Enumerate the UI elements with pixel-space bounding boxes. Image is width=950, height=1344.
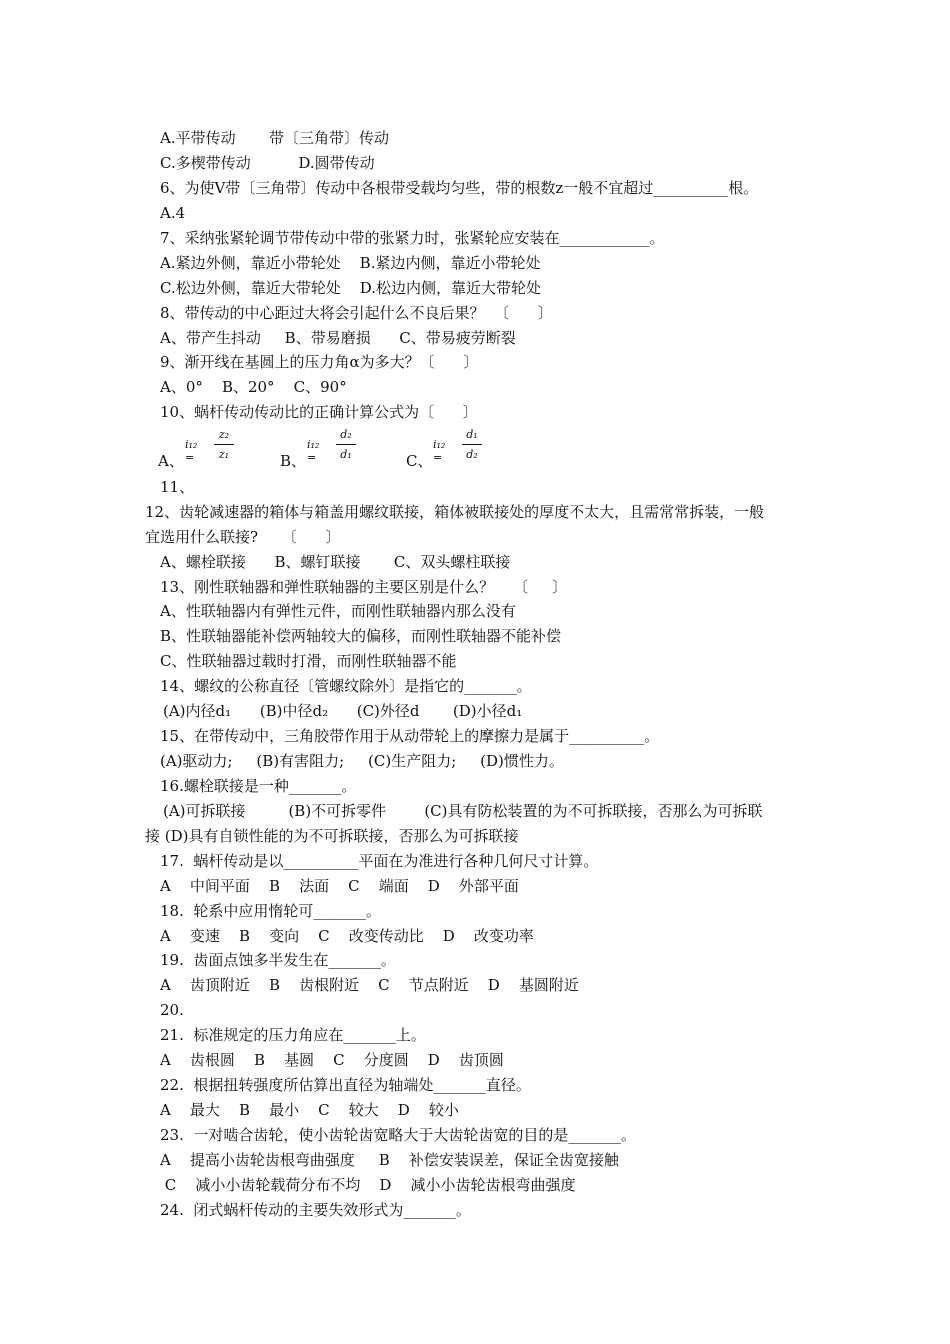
formula-denominator: d₁ xyxy=(340,448,352,461)
option-line: (A)驱动力; (B)有害阻力; (C)生产阻力; (D)惯性力。 xyxy=(160,752,564,770)
question-14: 14、螺纹的公称直径〔管螺纹除外〕是指它的_______。 xyxy=(160,677,532,695)
question-6: 6、为使V带〔三角带〕传动中各根带受载均匀些，带的根数z一般不宜超过__________根。 xyxy=(160,179,759,197)
formula-lhs: i₁₂ = xyxy=(185,438,198,464)
formula-label: B、 xyxy=(280,452,307,470)
option-line: C 减小小齿轮载荷分布不均 D 减小小齿轮齿根弯曲强度 xyxy=(160,1176,576,1194)
question-12: 12、齿轮减速器的箱体与箱盖用螺纹联接，箱体被联接处的厚度不太大，且需常常拆装，一般 xyxy=(145,503,765,521)
fraction-bar xyxy=(336,444,356,445)
option-line: A、螺栓联接 B、螺钉联接 C、双头螺柱联接 xyxy=(160,553,511,571)
option-line: A 齿顶附近 B 齿根附近 C 节点附近 D 基圆附近 xyxy=(160,976,579,994)
option-line: A 最大 B 最小 C 较大 D 较小 xyxy=(160,1101,459,1119)
question-8: 8、带传动的中心距过大将会引起什么不良后果？ 〔 〕 xyxy=(160,304,553,322)
option-line: C.松边外侧，靠近大带轮处 D.松边内侧，靠近大带轮处 xyxy=(160,279,542,297)
option-line: A、性联轴器内有弹性元件，而刚性联轴器内那么没有 xyxy=(160,602,516,620)
question-7: 7、采纳张紧轮调节带传动中带的张紧力时，张紧轮应安装在____________。 xyxy=(160,229,665,247)
fraction-bar xyxy=(214,444,234,445)
option-line: B、性联轴器能补偿两轴较大的偏移，而刚性联轴器不能补偿 xyxy=(160,627,562,645)
formula-label: A、 xyxy=(158,452,184,470)
formula-options xyxy=(160,428,520,472)
question-11: 11、 xyxy=(160,478,195,496)
option-line: A 齿根圆 B 基圆 C 分度圆 D 齿顶圆 xyxy=(160,1051,504,1069)
option-line-cont: 接 (D)具有自锁性能的为不可拆联接，否那么为可拆联接 xyxy=(145,827,519,845)
question-22: 22. 根据扭转强度所估算出直径为轴端处_______直径。 xyxy=(160,1076,531,1094)
option-line: A、带产生抖动 B、带易磨损 C、带易疲劳断裂 xyxy=(160,329,516,347)
option-line: C、性联轴器过载时打滑，而刚性联轴器不能 xyxy=(160,652,457,670)
question-24: 24. 闭式蜗杆传动的主要失效形式为_______。 xyxy=(160,1201,471,1219)
question-18: 18. 轮系中应用惰轮可_______。 xyxy=(160,902,381,920)
fraction-bar xyxy=(462,444,482,445)
option-line: C.多楔带传动 D.圆带传动 xyxy=(160,154,375,172)
question-17: 17. 蜗杆传动是以__________平面在为准进行各种几何尺寸计算。 xyxy=(160,852,599,870)
formula-numerator: d₂ xyxy=(340,428,352,441)
question-19: 19. 齿面点蚀多半发生在_______。 xyxy=(160,951,396,969)
question-20: 20. xyxy=(160,1001,184,1019)
question-21: 21. 标准规定的压力角应在_______上。 xyxy=(160,1026,426,1044)
question-9: 9、渐开线在基圆上的压力角α为多大？〔 〕 xyxy=(160,353,479,371)
formula-lhs: i₁₂ = xyxy=(433,438,446,464)
question-15: 15、在带传动中，三角胶带作用于从动带轮上的摩擦力是属于__________。 xyxy=(160,727,660,745)
question-10: 10、蜗杆传动传动比的正确计算公式为〔 〕 xyxy=(160,403,478,421)
formula-lhs: i₁₂ = xyxy=(307,438,320,464)
option-line: (A)可拆联接 (B)不可拆零件 (C)具有防松装置的为不可拆联接，否那么为可拆联 xyxy=(163,802,763,820)
question-16: 16.螺栓联接是一种_______。 xyxy=(160,777,357,795)
formula-numerator: d₁ xyxy=(466,428,478,441)
option-line: A 提高小齿轮齿根弯曲强度 B 补偿安装误差，保证全齿宽接触 xyxy=(160,1151,619,1169)
formula-denominator: z₁ xyxy=(218,448,230,461)
option-line: A 变速 B 变向 C 改变传动比 D 改变功率 xyxy=(160,927,534,945)
formula-label: C、 xyxy=(406,452,433,470)
formula-denominator: d₂ xyxy=(466,448,478,461)
question-12-cont: 宜选用什么联接? 〔 〕 xyxy=(145,528,341,546)
option-line: A.平带传动 带〔三角带〕传动 xyxy=(160,129,389,147)
option-line: A 中间平面 B 法面 C 端面 D 外部平面 xyxy=(160,877,519,895)
question-23: 23. 一对啮合齿轮，使小齿轮齿宽略大于大齿轮齿宽的目的是_______。 xyxy=(160,1126,636,1144)
question-13: 13、刚性联轴器和弹性联轴器的主要区别是什么？ 〔 〕 xyxy=(160,578,568,596)
option-line: A.紧边外侧，靠近小带轮处 B.紧边内侧，靠近小带轮处 xyxy=(160,254,541,272)
option-line: A.4 xyxy=(160,204,186,222)
option-line: A、0° B、20° C、90° xyxy=(160,378,347,396)
option-line: (A)内径d₁ (B)中径d₂ (C)外径d (D)小径d₁ xyxy=(163,702,523,720)
formula-numerator: z₂ xyxy=(218,428,230,441)
